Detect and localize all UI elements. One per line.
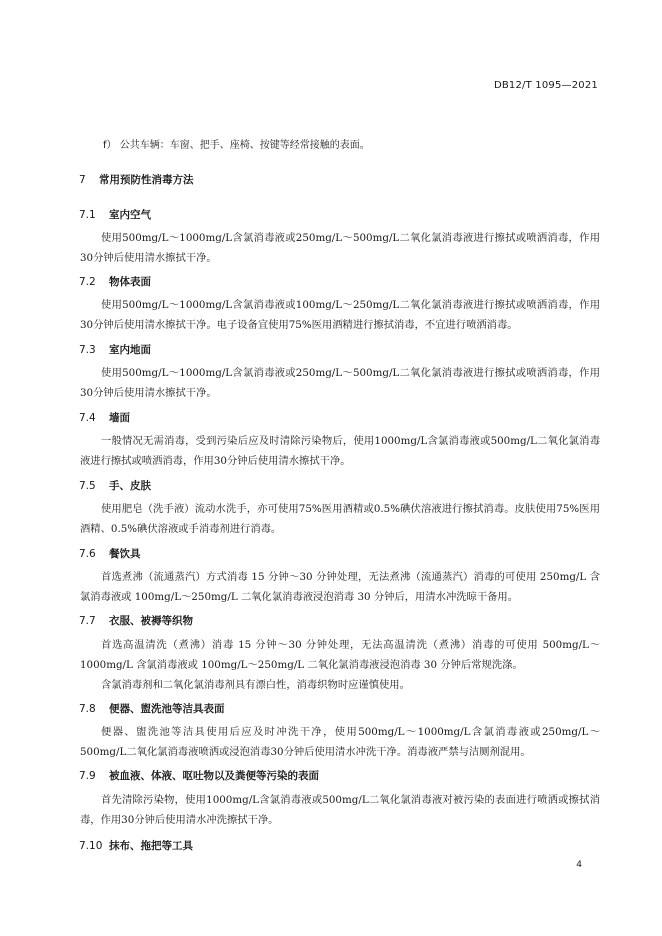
- subsection-title: 物体表面: [109, 276, 151, 288]
- subsection-number: 7.9: [79, 770, 96, 782]
- subsection-heading-7-3: [79, 342, 151, 357]
- subsection-heading-7-1: [79, 207, 151, 222]
- subsection-body-7-3: [80, 363, 600, 403]
- subsection-heading-7-6: [79, 546, 141, 561]
- subsection-body-7-2: [80, 295, 600, 335]
- subsection-body-7-6: [80, 567, 600, 607]
- subsection-number: 7.7: [79, 615, 96, 627]
- page-number: 4: [576, 860, 582, 870]
- paragraph: 使用500mg/L～1000mg/L含氯消毒液或100mg/L～250mg/L二氧化氯消毒液进行擦拭或喷洒消毒，作用30分钟后使用清水擦拭干净。电子设备宜使用75%医用酒精进行擦拭消毒，不宜进行喷洒消毒。: [80, 299, 600, 331]
- subsection-number: 7.2: [79, 276, 96, 288]
- subsection-number: 7.5: [79, 480, 96, 492]
- subsection-title: 便器、盥洗池等洁具表面: [109, 703, 225, 715]
- subsection-body-7-9: [80, 790, 600, 830]
- paragraph: 使用500mg/L～1000mg/L含氯消毒液或250mg/L～500mg/L二氧化氯消毒液进行擦拭或喷洒消毒，作用30分钟后使用清水擦拭干净。: [80, 232, 600, 264]
- subsection-body-7-1: [80, 228, 600, 268]
- paragraph: 便器、盥洗池等洁具使用后应及时冲洗干净，使用500mg/L～1000mg/L含氯消毒液或250mg/L～500mg/L二氧化氯消毒液喷洒或浸泡消毒30分钟后使用清水冲洗干净。消毒液严禁与洁厕剂混用。: [80, 726, 600, 758]
- subsection-heading-7-7: [79, 613, 193, 628]
- subsection-heading-7-5: [79, 478, 151, 493]
- subsection-body-7-7: [80, 635, 600, 695]
- subsection-number: 7.1: [79, 209, 96, 221]
- subsection-title: 墙面: [109, 412, 130, 424]
- subsection-body-7-5: [80, 499, 600, 539]
- subsection-body-7-4: [80, 431, 600, 471]
- list-item-f: f） 公共车辆：车窗、把手、座椅、按键等经常接触的表面。: [103, 140, 370, 151]
- subsection-number: 7.6: [79, 548, 96, 560]
- subsection-heading-7-2: [79, 274, 151, 289]
- subsection-title: 抹布、拖把等工具: [109, 840, 193, 852]
- subsection-heading-7-4: [79, 410, 130, 425]
- subsection-heading-7-10: [79, 838, 193, 853]
- subsection-number: 7.4: [79, 412, 96, 424]
- document-code: DB12/T 1095—2021: [493, 80, 598, 91]
- subsection-number: 7.8: [79, 703, 96, 715]
- paragraph: 使用肥皂（洗手液）流动水洗手，亦可使用75%医用酒精或0.5%碘伏溶液进行擦拭消毒。皮肤使用75%医用酒精、0.5%碘伏溶液或手消毒剂进行消毒。: [80, 503, 600, 535]
- paragraph: 首选高温清洗（煮沸）消毒 15 分钟～30 分钟处理，无法高温清洗（煮沸）消毒的可使用 500mg/L～1000mg/L 含氯消毒液或 100mg/L～250mg/L 二氧化氯消毒液浸泡消毒 30 分钟后常规洗涤。: [80, 639, 600, 671]
- subsection-title: 手、皮肤: [109, 480, 151, 492]
- paragraph: 一般情况无需消毒，受到污染后应及时清除污染物后，使用1000mg/L含氯消毒液或500mg/L二氧化氯消毒液进行擦拭或喷洒消毒，作用30分钟后使用清水擦拭干净。: [80, 435, 600, 467]
- subsection-title: 餐饮具: [109, 548, 141, 560]
- subsection-heading-7-8: [79, 701, 225, 716]
- paragraph: 首先清除污染物，使用1000mg/L含氯消毒液或500mg/L二氧化氯消毒液对被污染的表面进行喷洒或擦拭消毒，作用30分钟后使用清水冲洗擦拭干净。: [80, 794, 600, 826]
- subsection-number: 7.10: [79, 840, 103, 852]
- section-title: 常用预防性消毒方法: [99, 174, 194, 186]
- paragraph: 含氯消毒剂和二氧化氯消毒剂具有漂白性，消毒织物时应谨慎使用。: [101, 679, 410, 691]
- subsection-heading-7-9: [79, 768, 319, 783]
- subsection-title: 衣服、被褥等织物: [109, 615, 193, 627]
- section-heading-7: [79, 172, 194, 187]
- section-number: 7: [79, 174, 86, 186]
- subsection-body-7-8: [80, 722, 600, 762]
- subsection-title: 室内空气: [109, 209, 151, 221]
- subsection-title: 室内地面: [109, 344, 151, 356]
- paragraph: 使用500mg/L～1000mg/L含氯消毒液或250mg/L～500mg/L二氧化氯消毒液进行擦拭或喷洒消毒，作用30分钟后使用清水擦拭干净。: [80, 367, 600, 399]
- subsection-title: 被血液、体液、呕吐物以及粪便等污染的表面: [109, 770, 319, 782]
- subsection-number: 7.3: [79, 344, 96, 356]
- paragraph: 首选煮沸（流通蒸汽）方式消毒 15 分钟～30 分钟处理，无法煮沸（流通蒸汽）消毒的可使用 250mg/L 含氯消毒液或 100mg/L～250mg/L 二氧化氯消毒液浸泡消毒 30 分钟后，用清水冲洗晾干备用。: [80, 571, 600, 603]
